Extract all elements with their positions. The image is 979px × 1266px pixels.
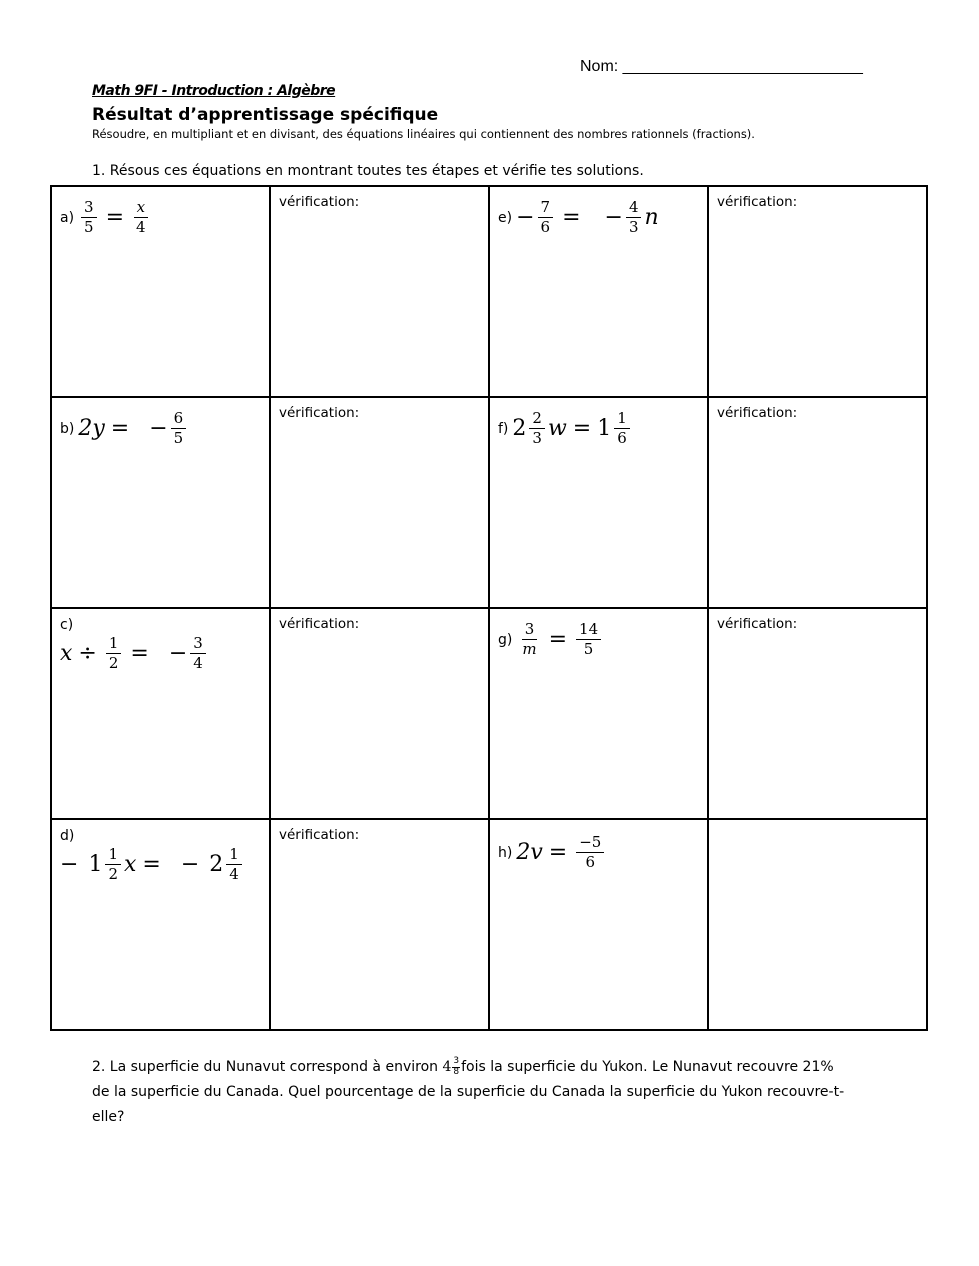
equals-sign: = [562,205,581,231]
variable-x: x [60,641,73,667]
equation-c [60,635,209,673]
verification-cell[interactable] [270,608,489,819]
fraction: $\frac{3}{m}$ [522,620,537,659]
problem-h-cell[interactable] [489,819,708,1030]
problem-c-cell[interactable] [51,608,270,819]
equation-f [498,410,633,448]
equals-sign: = [548,627,568,653]
equation-a [60,199,152,237]
verification-cell[interactable] [270,186,489,397]
verification-cell[interactable] [708,186,927,397]
minus-sign: − [60,852,79,878]
variable-x: x [123,852,137,878]
term: 2v [516,840,543,866]
problem-label: b) [60,420,75,437]
verification-label: vérification: [279,827,360,843]
outcome-description: Résoudre, en multipliant et en divisant, des équations linéaires qui contiennent des nombres rationnels (fractions). [92,127,755,141]
fraction: $\frac{14}{5}$ [576,621,601,659]
verification-cell[interactable] [708,397,927,608]
mixed-number: 2 $\frac{1}{4}$ [209,846,245,884]
mixed-number: 4 [442,1059,452,1075]
fraction: $\frac{4}{3}$ [626,199,642,237]
equation-grid [50,185,928,1031]
verification-cell[interactable] [270,819,489,1030]
page-heading: Résultat d’apprentissage spécifique [92,105,439,125]
equation-b [60,410,189,448]
fraction: $\frac{7}{6}$ [538,199,554,237]
equals-sign: = [130,641,149,667]
problem-f-cell[interactable] [489,397,708,608]
equation-h [498,834,607,872]
minus-sign: − [149,416,168,442]
problem-label: e) [498,209,513,226]
problem-label: d) [60,828,75,844]
problem-label: h) [498,844,513,861]
divide-sign: ÷ [78,641,97,667]
mixed-number: 1 $\frac{1}{2}$ [88,846,124,884]
verification-cell[interactable] [708,608,927,819]
problem-e-cell[interactable] [489,186,708,397]
fraction: $\frac{6}{5}$ [171,410,187,448]
verification-label: vérification: [717,194,798,210]
question-2: 2. La superficie du Nunavut correspond à environ 4 $\frac{3}{8}$ fois la superficie du Yukon. Le Nunavut recouvre 21% de la superficie du Canada. Quel pourcentage de la superficie du Canada la superficie du Yukon recouvre-t-elle? [92,1055,845,1125]
verification-label: vérification: [279,405,360,421]
equals-sign: = [572,416,592,442]
equals-sign: = [548,840,568,866]
fraction: $\frac{3}{4}$ [190,635,206,673]
minus-sign: − [180,852,200,878]
minus-sign: − [516,205,535,231]
verification-cell[interactable] [270,397,489,608]
problem-a-cell[interactable] [51,186,270,397]
empty-cell[interactable] [708,819,927,1030]
equals-sign: = [105,205,125,231]
mixed-number: 1 $\frac{1}{6}$ [597,410,633,448]
minus-sign: − [168,641,188,667]
problem-label: a) [60,209,75,226]
fraction: $\frac{3}{8}$ [453,1055,460,1077]
problem-g-cell[interactable] [489,608,708,819]
problem-label: c) [60,617,74,633]
course-title: Math 9FI - Introduction : Algèbre [92,83,336,99]
problem-label: f) [498,420,509,437]
verification-label: vérification: [279,616,360,632]
fraction: $\frac{1}{2}$ [106,635,122,673]
verification-label: vérification: [717,616,798,632]
minus-sign: − [604,205,623,231]
fraction: $\frac{-5}{6}$ [576,834,604,872]
equals-sign: = [142,852,161,878]
variable-n: n [644,205,659,231]
verification-label: vérification: [717,405,798,421]
problem-label: g) [498,631,513,648]
verification-label: vérification: [279,194,360,210]
equals-sign: = [110,416,130,442]
fraction: $\frac{3}{5}$ [81,199,97,237]
equation-g [498,621,604,659]
equation-d [60,846,245,884]
problem-d-cell[interactable] [51,819,270,1030]
term: 2y [78,416,105,442]
name-field[interactable]: Nom: ___________________________ [580,58,863,75]
fraction: $\frac{x}{4}$ [133,199,149,237]
problem-b-cell[interactable] [51,397,270,608]
mixed-number: 2 $\frac{2}{3}$ [512,410,548,448]
equation-e [498,199,659,237]
question-1-prompt: 1. Résous ces équations en montrant toutes tes étapes et vérifie tes solutions. [92,163,644,179]
variable-w: w [547,416,567,442]
